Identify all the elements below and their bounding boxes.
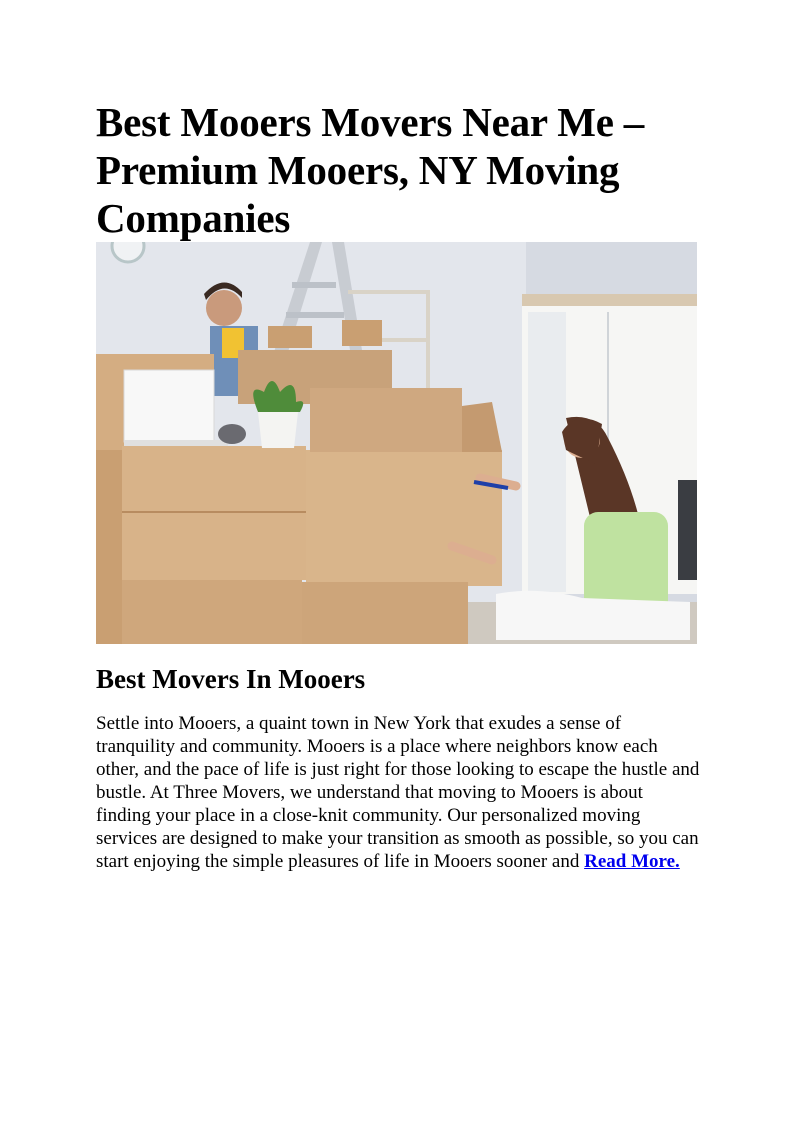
read-more-link[interactable]: Read More. bbox=[584, 851, 680, 872]
movers-hero-photo bbox=[96, 242, 697, 644]
body-text: Settle into Mooers, a quaint town in New York that exudes a sense of tranquility and community. Mooers is a place where neighbors know each other, and the pace of life is just right for those looking to escape the hustle and bustle. At Three Movers, we understand that moving to Mooers is about finding your place in a close-knit community. Our personalized moving services are designed to make your transition as smooth as possible, so you can start enjoying the simple pleasures of life in Mooers sooner and bbox=[96, 713, 700, 872]
article bbox=[96, 98, 698, 873]
section-heading: Best Movers In Mooers bbox=[96, 664, 366, 694]
page-title: Best Mooers Movers Near Me – Premium Mooers, NY Moving Companies bbox=[96, 99, 645, 241]
body-paragraph bbox=[96, 712, 702, 873]
